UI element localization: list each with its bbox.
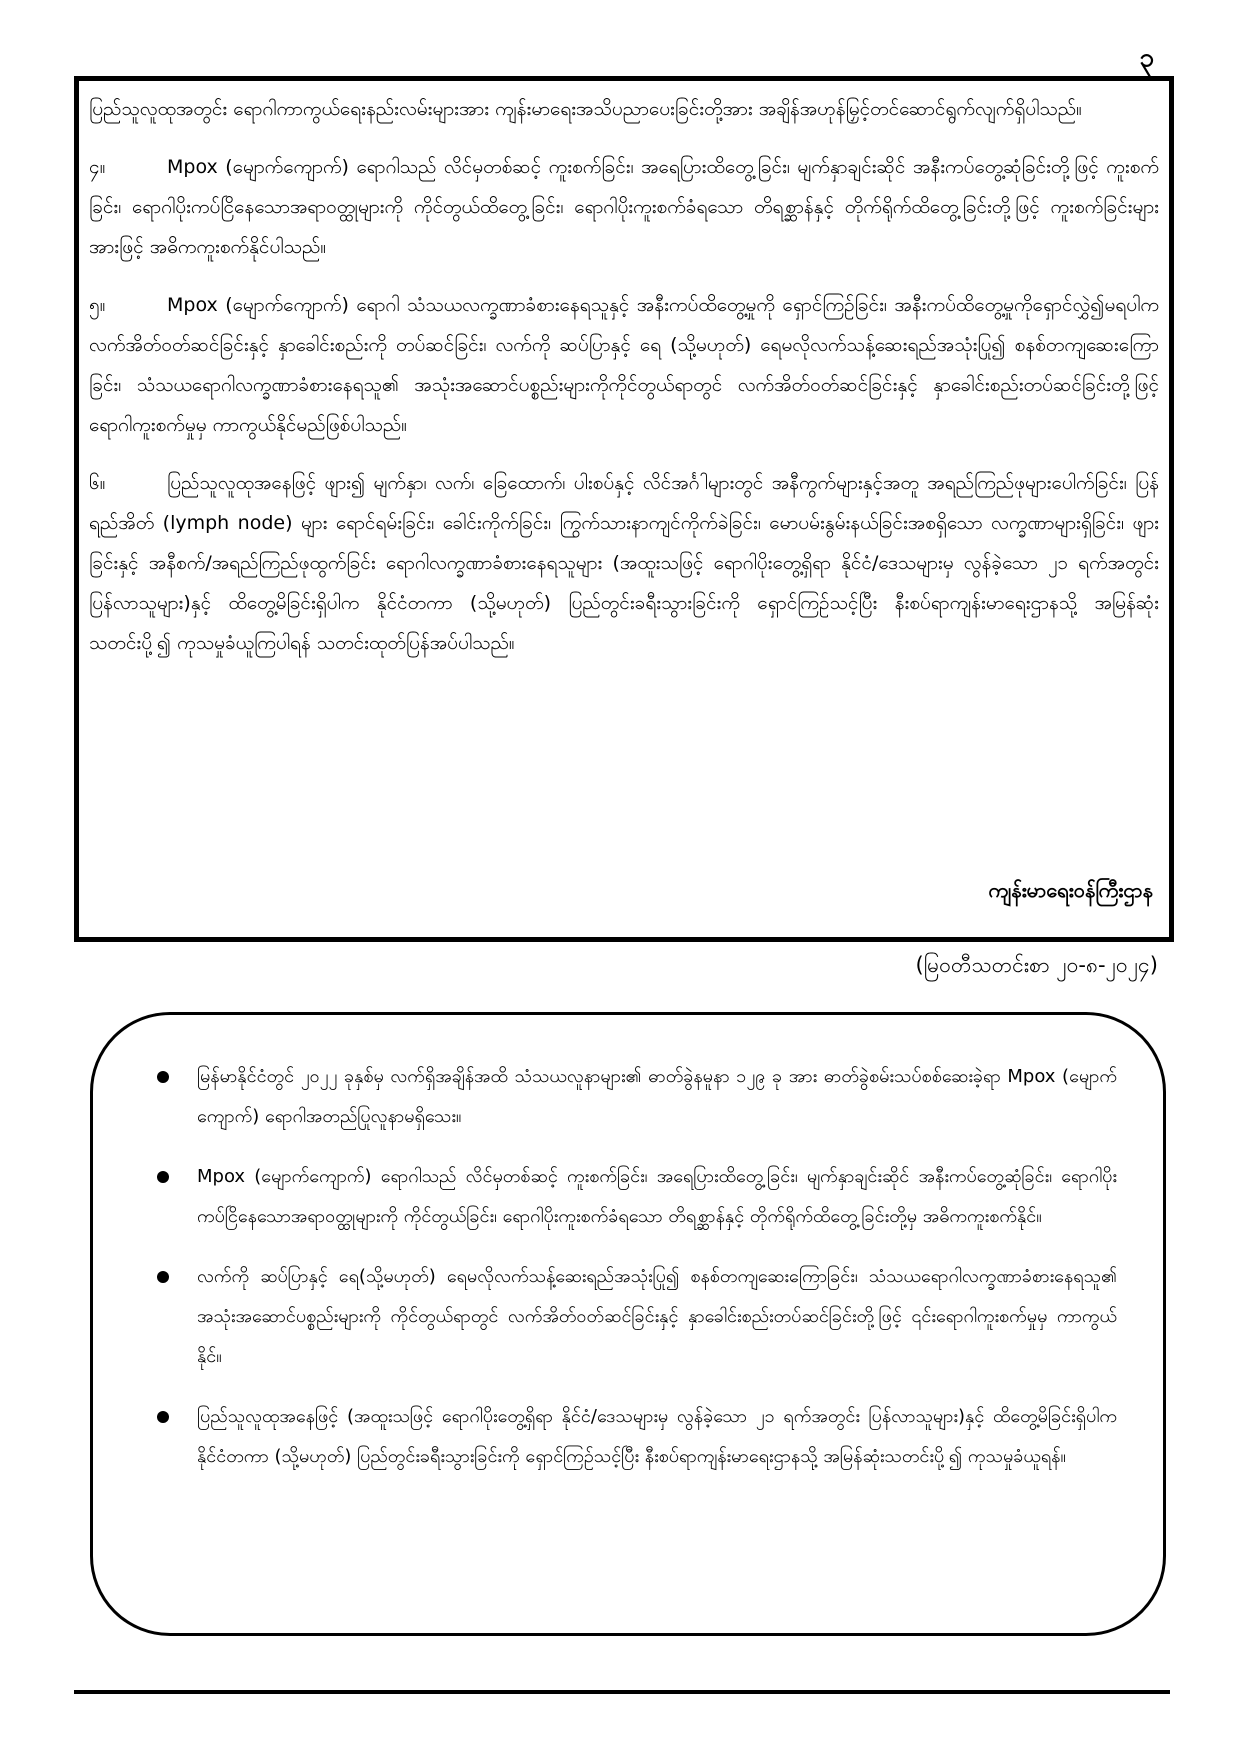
paragraph-text: Mpox (မျောက်ကျောက်) ရောဂါ သံသယလက္ခဏာခံစားနေရသူနှင့် အနီးကပ်ထိတွေ့မှုကို ရှောင်ကြဉ်ခြင်း၊ အနီးကပ်ထိတွေ့မှုကိုရှောင်လွှဲ၍မရပါက လက်အိတ်ဝတ်ဆင်ခြင်းနှင့် နှာခေါင်းစည်းကို တပ်ဆင်ခြင်း၊ လက်ကို ဆပ်ပြာနှင့် ရေ (သို့မဟုတ်) ရေမလိုလက်သန့်ဆေးရည်အသုံးပြု၍ စနစ်တကျဆေးကြောခြင်း၊ သံသယရောဂါလက္ခဏာခံစားနေရသူ၏ အသုံးအဆောင်ပစ္စည်းများကိုကိုင်တွယ်ရာတွင် လက်အိတ်ဝတ်ဆင်ခြင်းနှင့် နှာခေါင်းစည်းတပ်ဆင်ခြင်းတို့ဖြင့် ရောဂါကူးစက်မှုမှ ကာကွယ်နိုင်မည်ဖြစ်ပါသည်။ bbox=[89, 294, 1159, 436]
list-item-text: လက်ကို ဆပ်ပြာနှင့် ရေ(သို့မဟုတ်) ရေမလိုလက်သန့်ဆေးရည်အသုံးပြု၍ စနစ်တကျဆေးကြောခြင်း၊ သံသယရောဂါလက္ခဏာခံစားနေရသူ၏ အသုံးအဆောင်ပစ္စည်းများကို ကိုင်တွယ်ရာတွင် လက်အိတ်ဝတ်ဆင်ခြင်းနှင့် နှာခေါင်းစည်းတပ်ဆင်ခြင်းတို့ဖြင့် ၎င်းရောဂါကူးစက်မှုမှ ကာကွယ်နိုင်။ bbox=[197, 1266, 1117, 1367]
page-number: ၃ bbox=[1139, 43, 1154, 73]
bullet-icon bbox=[157, 1271, 169, 1283]
list-item bbox=[157, 1057, 1117, 1137]
bullet-icon bbox=[157, 1411, 169, 1423]
paragraph-number: ၆။ bbox=[89, 472, 106, 494]
list-item-text: ပြည်သူလူထုအနေဖြင့် (အထူးသဖြင့် ရောဂါပိုးတွေ့ရှိရာ နိုင်ငံ/ဒေသများမှ လွန်ခဲ့သော ၂၁ ရက်အတွင်း ပြန်လာသူများ)နှင့် ထိတွေ့မိခြင်းရှိပါက နိုင်ငံတကာ (သို့မဟုတ်) ပြည်တွင်းခရီးသွားခြင်းကို ရှောင်ကြဉ်သင့်ပြီး နီးစပ်ရာကျန်းမာရေးဌာနသို့ အမြန်ဆုံးသတင်းပို့၍ ကုသမှုခံယူရန်။ bbox=[197, 1406, 1117, 1467]
paragraph-6 bbox=[89, 463, 1159, 663]
list-item-text: Mpox (မျောက်ကျောက်) ရောဂါသည် လိင်မှတစ်ဆင့် ကူးစက်ခြင်း၊ အရေပြားထိတွေ့ခြင်း၊ မျက်နှာချင်းဆိုင် အနီးကပ်တွေ့ဆုံခြင်း၊ ရောဂါပိုးကပ်ငြိနေသောအရာဝတ္ထုများကို ကိုင်တွယ်ခြင်း၊ ရောဂါပိုးကူးစက်ခံရသော တိရစ္ဆာန်နှင့် တိုက်ရိုက်ထိတွေ့ခြင်းတို့မှ အဓိကကူးစက်နိုင်။ bbox=[197, 1166, 1117, 1227]
summary-box bbox=[90, 1012, 1166, 1636]
summary-list bbox=[157, 1057, 1117, 1477]
list-item bbox=[157, 1397, 1117, 1477]
publication-date: (မြဝတီသတင်းစာ ၂၀-၈-၂၀၂၄) bbox=[915, 953, 1158, 977]
ministry-signature: ကျန်းမာရေးဝန်ကြီးဌာန bbox=[988, 878, 1153, 902]
bullet-icon bbox=[157, 1171, 169, 1183]
intro-paragraph: ပြည်သူလူထုအတွင်း ရောဂါကာကွယ်ရေးနည်းလမ်းများအား ကျန်းမာရေးအသိပညာပေးခြင်းတို့အား အချိန်အဟုန်မြှင့်တင်ဆောင်ရွက်လျက်ရှိပါသည်။ bbox=[89, 98, 1082, 120]
list-item bbox=[157, 1257, 1117, 1377]
paragraph-text: Mpox (မျောက်ကျောက်) ရောဂါသည် လိင်မှတစ်ဆင့် ကူးစက်ခြင်း၊ အရေပြားထိတွေ့ခြင်း၊ မျက်နှာချင်းဆိုင် အနီးကပ်တွေ့ဆုံခြင်းတို့ဖြင့် ကူးစက်ခြင်း၊ ရောဂါပိုးကပ်ငြိနေသောအရာဝတ္ထုများကို ကိုင်တွယ်ထိတွေ့ခြင်း၊ ရောဂါပိုးကူးစက်ခံရသော တိရစ္ဆာန်နှင့် တိုက်ရိုက်ထိတွေ့ခြင်းတို့ဖြင့် ကူးစက်ခြင်းများအားဖြင့် အဓိကကူးစက်နိုင်ပါသည်။ bbox=[89, 156, 1159, 258]
bullet-icon bbox=[157, 1071, 169, 1083]
list-item bbox=[157, 1157, 1117, 1237]
announcement-box bbox=[74, 76, 1174, 942]
paragraph-5 bbox=[89, 285, 1159, 445]
paragraph-number: ၄။ bbox=[89, 156, 106, 178]
paragraph-number: ၅။ bbox=[89, 294, 106, 316]
paragraph-text: ပြည်သူလူထုအနေဖြင့် ဖျား၍ မျက်နှာ၊ လက်၊ ခြေထောက်၊ ပါးစပ်နှင့် လိင်အင်္ဂါများတွင် အနီကွက်များနှင့်အတူ အရည်ကြည်ဖုများပေါက်ခြင်း၊ ပြန်ရည်အိတ် (lymph node) များ ရောင်ရမ်းခြင်း၊ ခေါင်းကိုက်ခြင်း၊ ကြွက်သားနာကျင်ကိုက်ခဲခြင်း၊ မောပမ်းနွမ်းနယ်ခြင်းအစရှိသော လက္ခဏာများရှိခြင်း၊ ဖျားခြင်းနှင့် အနီစက်/အရည်ကြည်ဖုထွက်ခြင်း ရောဂါလက္ခဏာခံစားနေရသူများ (အထူးသဖြင့် ရောဂါပိုးတွေ့ရှိရာ နိုင်ငံ/ဒေသများမှ လွန်ခဲ့သော ၂၁ ရက်အတွင်း ပြန်လာသူများ)နှင့် ထိတွေ့မိခြင်းရှိပါက နိုင်ငံတကာ (သို့မဟုတ်) ပြည်တွင်းခရီးသွားခြင်းကို ရှောင်ကြဉ်သင့်ပြီး နီးစပ်ရာကျန်းမာရေးဌာနသို့ အမြန်ဆုံးသတင်းပို့၍ ကုသမှုခံယူကြပါရန် သတင်းထုတ်ပြန်အပ်ပါသည်။ bbox=[89, 472, 1159, 654]
paragraph-4 bbox=[89, 147, 1159, 267]
footer-divider bbox=[74, 1690, 1170, 1694]
list-item-text: မြန်မာနိုင်ငံတွင် ၂၀၂၂ ခုနှစ်မှ လက်ရှိအချိန်အထိ သံသယလူနာများ၏ ဓာတ်ခွဲနမူနာ ၁၂၉ ခု အား ဓာတ်ခွဲစမ်းသပ်စစ်ဆေးခဲ့ရာ Mpox (မျောက်ကျောက်) ရောဂါအတည်ပြုလူနာမရှိသေး။ bbox=[197, 1066, 1117, 1127]
